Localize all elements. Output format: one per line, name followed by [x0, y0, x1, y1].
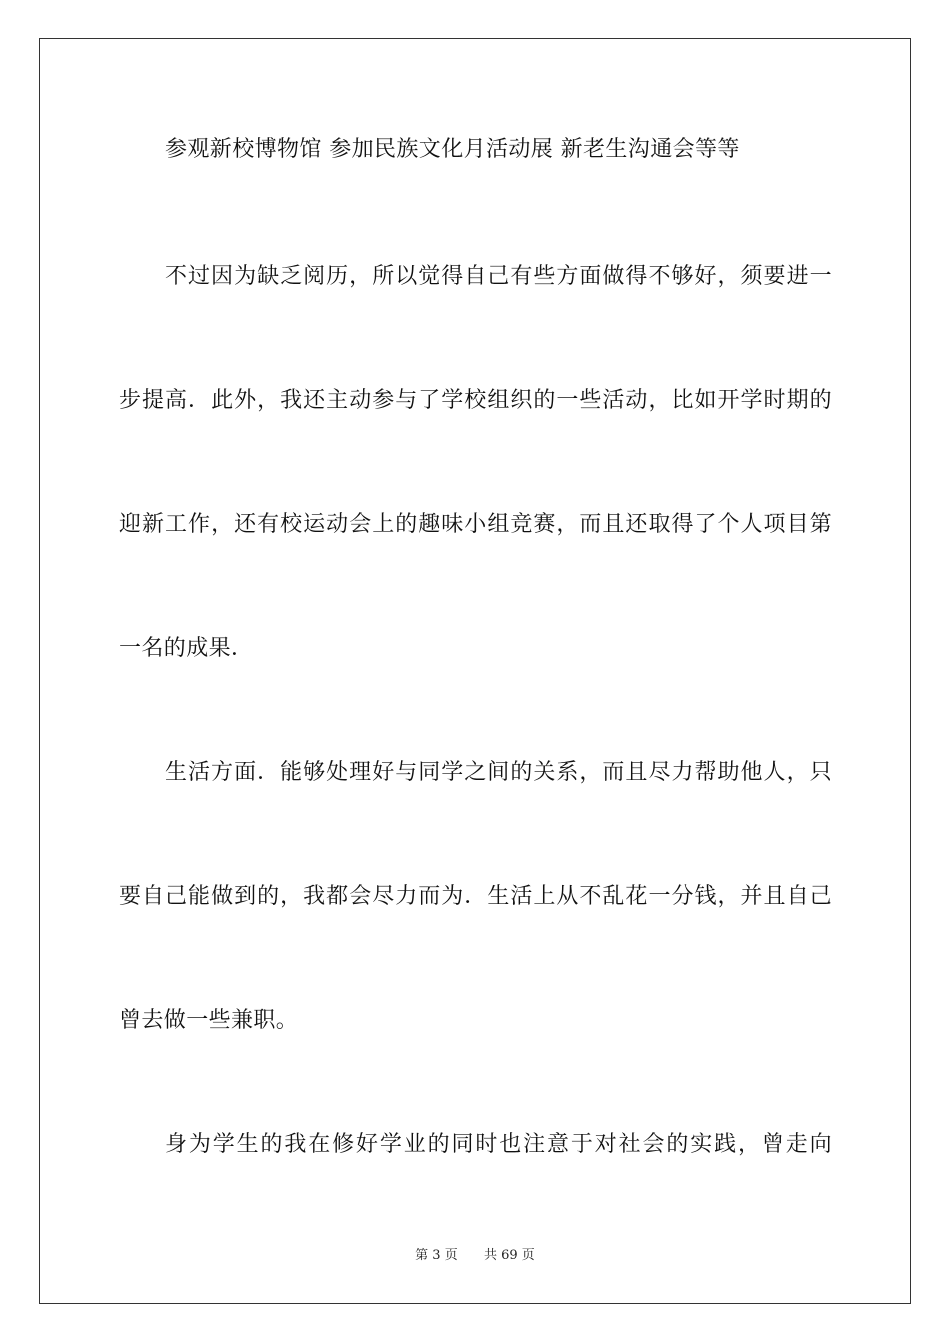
total-pages: 共 69 页: [484, 1248, 535, 1263]
paragraph-line-8: 曾去做一些兼职。: [119, 1008, 299, 1033]
paragraph-line-5: 一名的成果．: [119, 636, 254, 661]
paragraph-line-1: 参观新校博物馆 参加民族文化月活动展 新老生沟通会等等: [165, 137, 740, 162]
page-number: 第 3 页: [415, 1248, 458, 1263]
paragraph-line-3: 步提高．此外，我还主动参与了学校组织的一些活动，比如开学时期的: [119, 388, 832, 413]
page-border: [39, 38, 911, 1304]
paragraph-line-6: 生活方面．能够处理好与同学之间的关系，而且尽力帮助他人，只: [165, 760, 832, 785]
paragraph-line-4: 迎新工作，还有校运动会上的趣味小组竞赛，而且还取得了个人项目第: [119, 512, 832, 537]
paragraph-line-2: 不过因为缺乏阅历，所以觉得自己有些方面做得不够好，须要进一: [165, 264, 832, 289]
page-footer: [0, 1248, 950, 1264]
paragraph-line-7: 要自己能做到的，我都会尽力而为．生活上从不乱花一分钱，并且自己: [119, 884, 832, 909]
paragraph-line-9: 身为学生的我在修好学业的同时也注意于对社会的实践，曾走向: [165, 1132, 832, 1157]
